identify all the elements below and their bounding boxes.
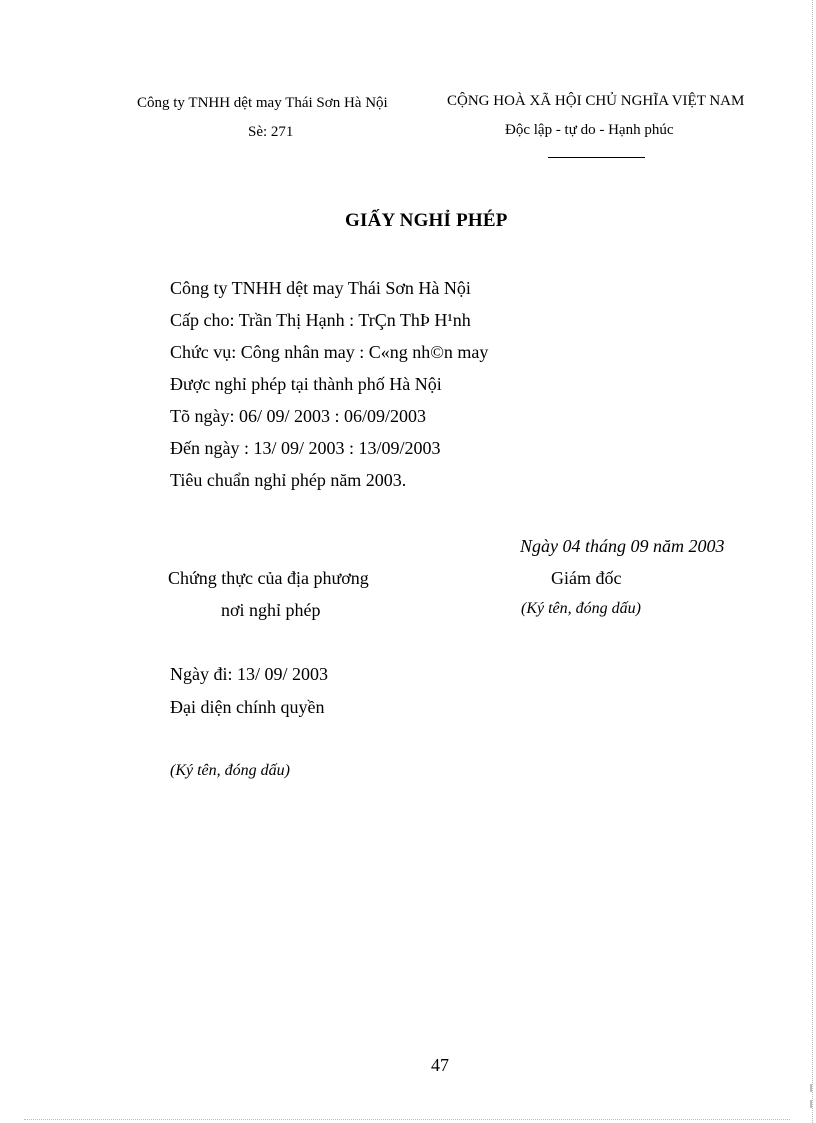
document-title: GIẤY NGHỈ PHÉP	[345, 210, 508, 231]
body-line-leave-standard: Tiêu chuẩn nghỉ phép năm 2003.	[170, 470, 407, 490]
page-corner-mark	[810, 1100, 812, 1108]
national-title: CỘNG HOÀ XÃ HỘI CHỦ NGHĨA VIỆT NAM	[447, 93, 745, 109]
director-label: Giám đốc	[551, 568, 622, 588]
page-corner-mark	[810, 1084, 812, 1092]
director-sign-note: (Ký tên, đóng dấu)	[521, 600, 641, 617]
document-number: Sè: 271	[248, 124, 294, 140]
body-line-company: Công ty TNHH dệt may Thái Sơn Hà Nội	[170, 278, 471, 298]
page-bottom-border	[24, 1119, 790, 1120]
body-line-leave-place: Được nghỉ phép tại thành phố Hà Nội	[170, 374, 442, 394]
page-number: 47	[431, 1055, 449, 1075]
leave-location-label: nơi nghỉ phép	[221, 600, 321, 620]
body-line-position: Chức vụ: Công nhân may : C«ng nh©n may	[170, 342, 489, 362]
local-certification-label: Chứng thực của địa phương	[168, 568, 369, 588]
issue-date: Ngày 04 tháng 09 năm 2003	[520, 536, 725, 556]
authority-representative: Đại diện chính quyền	[170, 697, 325, 717]
authority-sign-note: (Ký tên, đóng dấu)	[170, 762, 290, 779]
company-name: Công ty TNHH dệt may Thái Sơn Hà Nội	[137, 95, 388, 111]
page-right-border	[812, 0, 813, 1123]
motto-underline	[548, 157, 645, 158]
national-motto: Độc lập - tự do - Hạnh phúc	[505, 122, 674, 138]
body-line-from-date: Tõ ngày: 06/ 09/ 2003 : 06/09/2003	[170, 406, 426, 426]
body-line-to-date: Đến ngày : 13/ 09/ 2003 : 13/09/2003	[170, 438, 441, 458]
departure-date: Ngày đi: 13/ 09/ 2003	[170, 664, 328, 684]
body-line-issued-to: Cấp cho: Trần Thị Hạnh : TrÇn ThÞ H¹nh	[170, 310, 471, 330]
